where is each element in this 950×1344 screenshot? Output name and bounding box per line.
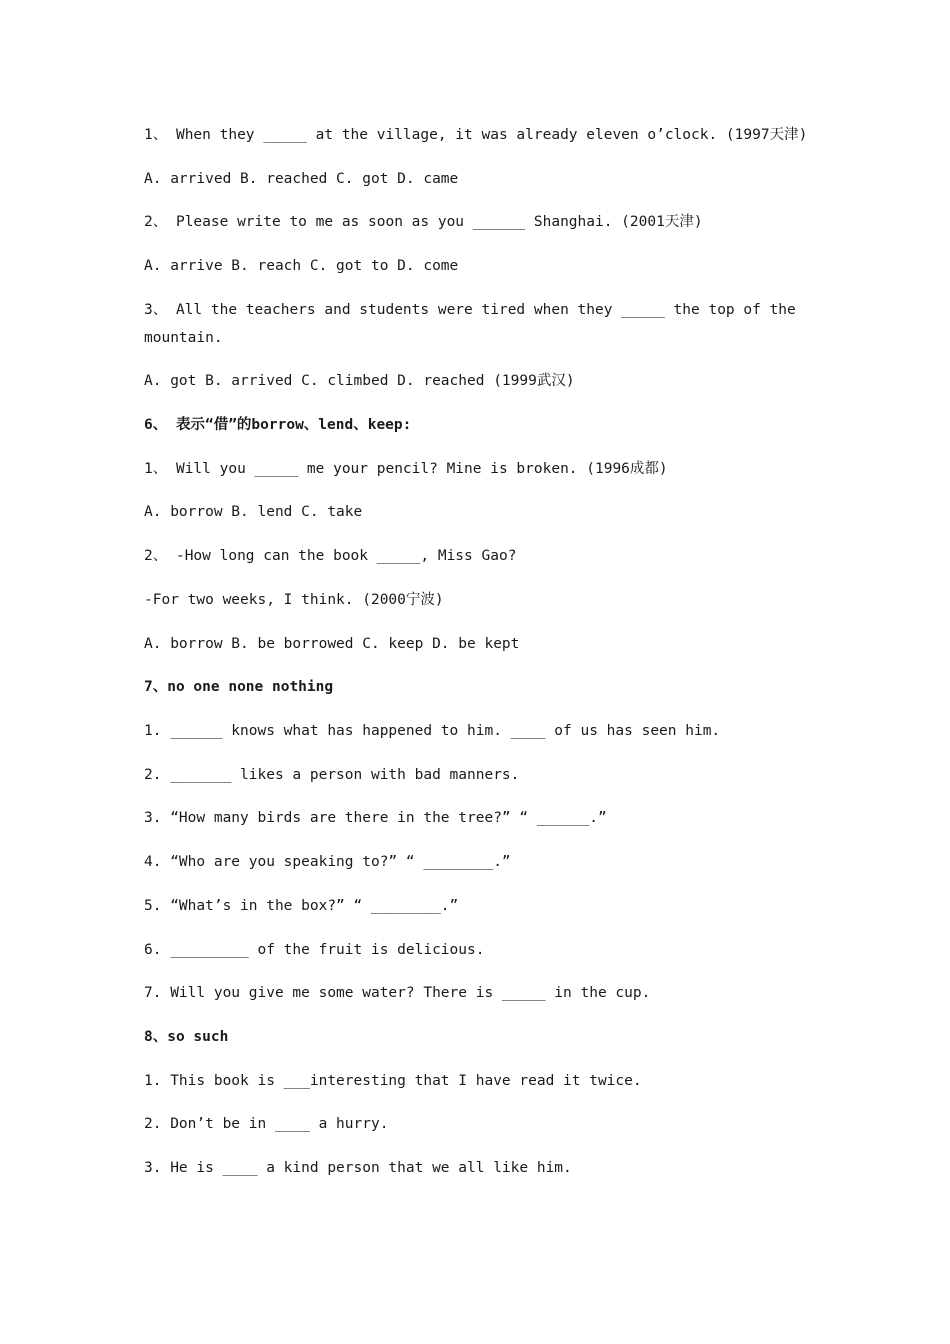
question-5-none: 5. “What’s in the box?” “ ________.” — [144, 898, 459, 914]
question-3-arrive: 3、 All the teachers and students were tired when they _____ the top of the mountain. — [144, 302, 805, 346]
question-6-none: 6. _________ of the fruit is delicious. — [144, 942, 485, 958]
question-4-none: 4. “Who are you speaking to?” “ ________.” — [144, 854, 511, 870]
options-1-arrive: A. arrived B. reached C. got D. came — [144, 171, 459, 187]
question-1-arrive: 1、 When they _____ at the village, it was already eleven o’clock. (1997天津) — [144, 127, 808, 143]
section-heading-7: 7、no one none nothing — [144, 679, 334, 695]
question-2-so-such: 2. Don’t be in ____ a hurry. — [144, 1116, 389, 1132]
question-2-arrive: 2、 Please write to me as soon as you ______ Shanghai. (2001天津) — [144, 214, 703, 230]
section-heading-8: 8、so such — [144, 1029, 229, 1045]
question-3-so-such: 3. He is ____ a kind person that we all like him. — [144, 1160, 572, 1176]
options-3-arrive: A. got B. arrived C. climbed D. reached (1999武汉) — [144, 373, 575, 389]
question-1-so-such: 1. This book is ___interesting that I have read it twice. — [144, 1073, 642, 1089]
options-1-borrow: A. borrow B. lend C. take — [144, 504, 363, 520]
options-2-borrow: A. borrow B. be borrowed C. keep D. be kept — [144, 636, 520, 652]
question-1-none: 1. ______ knows what has happened to him. ____ of us has seen him. — [144, 723, 721, 739]
options-2-arrive: A. arrive B. reach C. got to D. come — [144, 258, 459, 274]
question-3-none: 3. “How many birds are there in the tree?” “ ______.” — [144, 810, 607, 826]
question-2-none: 2. _______ likes a person with bad manners. — [144, 767, 520, 783]
section-heading-6: 6、 表示“借”的borrow、lend、keep: — [144, 417, 412, 433]
answer-2-borrow: -For two weeks, I think. (2000宁波) — [144, 592, 444, 608]
question-7-none: 7. Will you give me some water? There is _____ in the cup. — [144, 985, 651, 1001]
question-1-borrow: 1、 Will you _____ me your pencil? Mine is broken. (1996成都) — [144, 461, 668, 477]
question-2-borrow: 2、 -How long can the book _____, Miss Gao? — [144, 548, 517, 564]
